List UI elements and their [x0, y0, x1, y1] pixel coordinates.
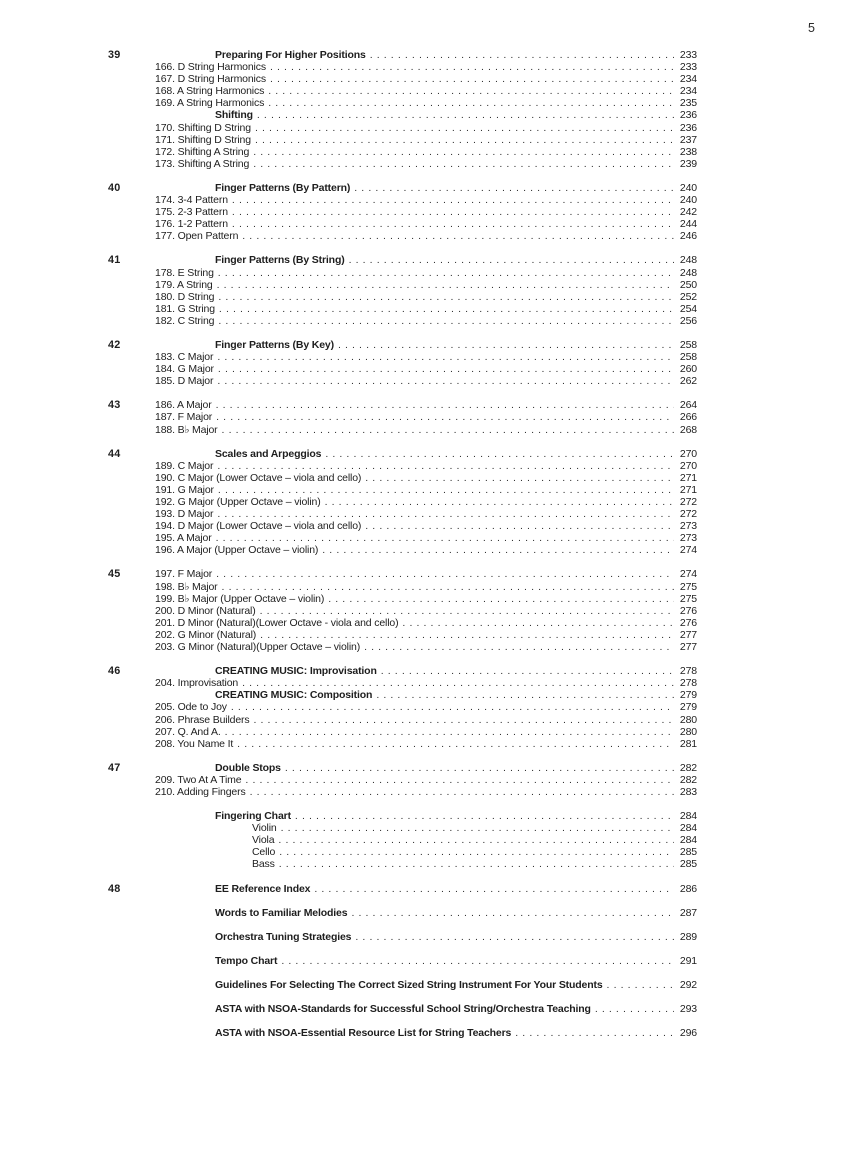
- toc-row: [155, 411, 697, 423]
- toc-row: [155, 907, 697, 919]
- toc-row: [155, 581, 697, 593]
- dot-leader: [260, 605, 674, 617]
- toc-block: [108, 339, 697, 387]
- dot-leader: [242, 677, 674, 689]
- toc-row: [155, 677, 697, 689]
- dot-leader: [216, 568, 674, 580]
- toc-row-label: Double Stops: [215, 761, 281, 774]
- dot-leader: [325, 496, 674, 508]
- dot-leader: [219, 303, 674, 315]
- toc-page-number: 240: [679, 194, 697, 207]
- dot-leader: [322, 544, 674, 556]
- toc-page-number: 238: [679, 145, 697, 158]
- dot-leader: [218, 291, 674, 303]
- toc-row-label: Tempo Chart: [215, 954, 278, 967]
- toc-page-number: 234: [679, 73, 697, 86]
- toc-row: [155, 979, 697, 991]
- section-number: 45: [108, 568, 121, 581]
- toc-row-label: Orchestra Tuning Strategies: [215, 930, 352, 943]
- toc-row: [155, 146, 697, 158]
- toc-row: [155, 665, 697, 677]
- toc-row: [155, 568, 697, 580]
- toc-page-number: 283: [679, 785, 697, 798]
- dot-leader: [232, 218, 674, 230]
- toc-row: [155, 605, 697, 617]
- dot-leader: [381, 665, 674, 677]
- dot-leader: [253, 158, 674, 170]
- toc-row-label: 168. A String Harmonics: [155, 85, 265, 98]
- toc-row: [155, 158, 697, 170]
- toc-row-label: 206. Phrase Builders: [155, 713, 250, 726]
- dot-leader: [216, 411, 674, 423]
- toc-row: [155, 424, 697, 436]
- toc-row-label: Shifting: [215, 109, 253, 122]
- dot-leader: [270, 61, 674, 73]
- dot-leader: [242, 230, 674, 242]
- toc-block: [108, 883, 697, 1040]
- toc-row: [155, 230, 697, 242]
- toc-row-label: 190. C Major (Lower Octave – viola and cello): [155, 471, 362, 484]
- toc-row: [155, 883, 697, 895]
- toc-row-label: 207. Q. And A.: [155, 725, 221, 738]
- toc-row-label: 172. Shifting A String: [155, 145, 250, 158]
- toc-row-label: 197. F Major: [155, 568, 213, 581]
- toc-row-label: Viola: [252, 834, 275, 847]
- section-number: 40: [108, 181, 121, 194]
- toc-row: [155, 85, 697, 97]
- toc-page-number: 293: [679, 1003, 697, 1015]
- toc-row-label: CREATING MUSIC: Composition: [215, 689, 373, 702]
- toc-row-label: 183. C Major: [155, 351, 214, 364]
- toc-row: [155, 279, 697, 291]
- toc-row: [155, 617, 697, 629]
- toc-row: [155, 520, 697, 532]
- toc-row-label: 200. D Minor (Natural): [155, 604, 256, 617]
- toc-page-number: 262: [679, 375, 697, 388]
- dot-leader: [279, 846, 674, 858]
- toc-row-label: 173. Shifting A String: [155, 157, 250, 170]
- dot-leader: [217, 508, 674, 520]
- section-number: 44: [108, 447, 121, 460]
- toc-row: [155, 109, 697, 121]
- dot-leader: [295, 810, 674, 822]
- toc-row: [155, 97, 697, 109]
- toc-page-number: 278: [679, 677, 697, 690]
- toc-row: [155, 303, 697, 315]
- dot-leader: [365, 472, 674, 484]
- toc-row: [155, 701, 697, 713]
- toc-row-label: CREATING MUSIC: Improvisation: [215, 665, 377, 678]
- toc-row-label: 208. You Name It: [155, 737, 234, 750]
- toc-row: [155, 810, 697, 822]
- dot-leader: [255, 134, 674, 146]
- toc-row-label: 176. 1-2 Pattern: [155, 218, 228, 231]
- toc-page-number: 252: [679, 290, 697, 303]
- toc-page-number: 279: [679, 689, 697, 702]
- toc-row: [155, 218, 697, 230]
- toc-row: [155, 774, 697, 786]
- toc-row: [155, 508, 697, 520]
- page-number: 5: [808, 21, 815, 35]
- dot-leader: [281, 955, 674, 967]
- toc-row: [155, 73, 697, 85]
- toc-page-number: 281: [679, 737, 697, 750]
- toc-page-number: 280: [679, 725, 697, 738]
- dot-leader: [279, 858, 674, 870]
- toc-page-number: 271: [679, 471, 697, 484]
- toc-page-number: 266: [679, 411, 697, 424]
- dot-leader: [402, 617, 674, 629]
- section-number: 41: [108, 254, 121, 267]
- dot-leader: [218, 315, 674, 327]
- toc-row-label: 198. B♭ Major: [155, 580, 218, 593]
- toc-row-label: 186. A Major: [155, 399, 212, 412]
- dot-leader: [376, 689, 674, 701]
- dot-leader: [365, 520, 674, 532]
- toc-page-number: 248: [679, 254, 697, 267]
- dot-leader: [607, 979, 674, 991]
- dot-leader: [268, 97, 674, 109]
- toc-page-number: 273: [679, 532, 697, 545]
- toc-page-number: 296: [679, 1027, 697, 1040]
- toc-page-number: 276: [679, 616, 697, 629]
- dot-leader: [370, 49, 674, 61]
- toc-page-number: 286: [679, 882, 697, 895]
- toc-page-number: 246: [679, 230, 697, 243]
- dot-leader: [314, 883, 674, 895]
- toc-row-label: 177. Open Pattern: [155, 230, 239, 243]
- toc-page-number: 275: [679, 592, 697, 605]
- dot-leader: [216, 399, 674, 411]
- toc-row: [155, 267, 697, 279]
- toc-page-number: 237: [679, 133, 697, 146]
- toc-page-number: 268: [679, 423, 697, 436]
- toc-row: [155, 182, 697, 194]
- toc-row-label: Bass: [252, 858, 275, 871]
- toc-row: [155, 532, 697, 544]
- toc-page-number: 260: [679, 363, 697, 376]
- toc-page-number: 233: [679, 49, 697, 61]
- dot-leader: [355, 931, 674, 943]
- dot-leader: [217, 375, 674, 387]
- toc-page-number: 242: [679, 206, 697, 219]
- toc-page-number: 285: [679, 858, 697, 871]
- toc-row: [155, 315, 697, 327]
- toc-row-label: 185. D Major: [155, 375, 214, 388]
- toc-page-number: 282: [679, 773, 697, 786]
- toc-page-number: 274: [679, 568, 697, 581]
- toc-page-number: 264: [679, 399, 697, 412]
- dot-leader: [217, 279, 674, 291]
- toc-row: [155, 931, 697, 943]
- toc-row-label: 182. C String: [155, 314, 215, 327]
- toc-block: [108, 665, 697, 750]
- toc-row-label: 193. D Major: [155, 508, 214, 521]
- section-number: 39: [108, 49, 121, 61]
- toc-row: [155, 460, 697, 472]
- toc-row: [155, 399, 697, 411]
- toc-row-label: 175. 2-3 Pattern: [155, 206, 228, 219]
- toc-row-label: 192. G Major (Upper Octave – violin): [155, 496, 321, 508]
- toc-row: [155, 858, 697, 870]
- toc-row: [155, 472, 697, 484]
- toc-row: [155, 762, 697, 774]
- dot-leader: [222, 581, 674, 593]
- toc-block: [108, 49, 697, 170]
- toc-block: [108, 448, 697, 557]
- toc-row-label: 210. Adding Fingers: [155, 785, 246, 798]
- toc-row-label: Cello: [252, 846, 276, 859]
- toc: [108, 49, 697, 1051]
- toc-row-label: 191. G Major: [155, 483, 214, 496]
- toc-row-label: 189. C Major: [155, 459, 214, 472]
- toc-row-label: 169. A String Harmonics: [155, 97, 265, 110]
- toc-row: [155, 714, 697, 726]
- toc-row: [155, 822, 697, 834]
- toc-row: [155, 134, 697, 146]
- toc-page-number: 256: [679, 314, 697, 327]
- toc-row: [155, 629, 697, 641]
- toc-row-label: 196. A Major (Upper Octave – violin): [155, 544, 319, 557]
- dot-leader: [253, 714, 674, 726]
- toc-row-label: Guidelines For Selecting The Correct Sized String Instrument For Your Students: [215, 978, 603, 991]
- toc-row: [155, 1027, 697, 1039]
- toc-row-label: 184. G Major: [155, 363, 214, 376]
- toc-block: [108, 254, 697, 327]
- dot-leader: [281, 822, 674, 834]
- toc-row: [155, 61, 697, 73]
- toc-row-label: Scales and Arpeggios: [215, 447, 322, 460]
- toc-row: [155, 846, 697, 858]
- dot-leader: [232, 194, 674, 206]
- toc-row-label: Finger Patterns (By Pattern): [215, 181, 351, 194]
- section-number: 43: [108, 399, 121, 412]
- toc-page-number: 272: [679, 508, 697, 521]
- dot-leader: [232, 206, 674, 218]
- toc-row: [155, 448, 697, 460]
- toc-page-number: 248: [679, 266, 697, 279]
- toc-page-number: 278: [679, 665, 697, 678]
- toc-row-label: 167. D String Harmonics: [155, 73, 266, 86]
- dot-leader: [245, 774, 674, 786]
- dot-leader: [225, 726, 674, 738]
- toc-row-label: 179. A String: [155, 278, 213, 291]
- toc-row-label: 181. G String: [155, 302, 215, 315]
- toc-page-number: 284: [679, 834, 697, 847]
- dot-leader: [217, 460, 674, 472]
- toc-row: [155, 351, 697, 363]
- toc-row-label: 178. E String: [155, 266, 214, 279]
- toc-block: [108, 568, 697, 653]
- toc-page-number: 289: [679, 930, 697, 943]
- toc-page-number: 233: [679, 61, 697, 74]
- toc-page-number: 239: [679, 157, 697, 170]
- toc-page-number: 236: [679, 109, 697, 122]
- dot-leader: [354, 182, 674, 194]
- toc-page-number: 274: [679, 544, 697, 557]
- dot-leader: [218, 267, 674, 279]
- toc-block: [108, 810, 697, 870]
- toc-block: [108, 182, 697, 242]
- toc-row: [155, 689, 697, 701]
- dot-leader: [217, 351, 674, 363]
- toc-row: [155, 484, 697, 496]
- toc-page-number: 277: [679, 628, 697, 641]
- toc-row-label: 201. D Minor (Natural)(Lower Octave - viola and cello): [155, 616, 399, 629]
- dot-leader: [325, 448, 674, 460]
- toc-row-label: Finger Patterns (By Key): [215, 338, 334, 351]
- toc-row-label: Fingering Chart: [215, 810, 291, 823]
- toc-page-number: 275: [679, 580, 697, 593]
- toc-page-number: 240: [679, 181, 697, 194]
- toc-row-label: 174. 3-4 Pattern: [155, 194, 228, 207]
- toc-page-number: 280: [679, 713, 697, 726]
- dot-leader: [328, 593, 674, 605]
- section-number: 47: [108, 761, 121, 774]
- toc-row: [155, 726, 697, 738]
- toc-page-number: 284: [679, 810, 697, 823]
- section-number: 42: [108, 338, 121, 351]
- toc-page-number: 270: [679, 459, 697, 472]
- dot-leader: [222, 424, 674, 436]
- dot-leader: [255, 122, 674, 134]
- toc-row-label: 166. D String Harmonics: [155, 61, 266, 74]
- toc-row: [155, 339, 697, 351]
- toc-page-number: 271: [679, 483, 697, 496]
- toc-page-number: 244: [679, 218, 697, 231]
- toc-row-label: ASTA with NSOA-Standards for Successful School String/Orchestra Teaching: [215, 1003, 591, 1015]
- toc-row: [155, 206, 697, 218]
- toc-page-number: 234: [679, 85, 697, 98]
- dot-leader: [285, 762, 674, 774]
- toc-row: [155, 375, 697, 387]
- dot-leader: [268, 85, 674, 97]
- dot-leader: [218, 484, 674, 496]
- dot-leader: [338, 339, 674, 351]
- toc-page-number: 258: [679, 351, 697, 364]
- toc-page-number: 270: [679, 447, 697, 460]
- toc-row-label: 205. Ode to Joy: [155, 701, 227, 714]
- dot-leader: [260, 629, 674, 641]
- toc-page-number: 284: [679, 822, 697, 835]
- toc-row: [155, 786, 697, 798]
- toc-row-label: 195. A Major: [155, 532, 212, 545]
- toc-page-number: 258: [679, 338, 697, 351]
- toc-row-label: 170. Shifting D String: [155, 121, 251, 134]
- toc-row: [155, 641, 697, 653]
- dot-leader: [270, 73, 674, 85]
- dot-leader: [278, 834, 674, 846]
- toc-row-label: ASTA with NSOA-Essential Resource List for String Teachers: [215, 1027, 512, 1040]
- toc-page-number: 276: [679, 604, 697, 617]
- dot-leader: [515, 1027, 674, 1039]
- section-number: 48: [108, 882, 121, 895]
- toc-row: [155, 1003, 697, 1015]
- toc-row-label: Finger Patterns (By String): [215, 254, 345, 267]
- toc-row-label: 180. D String: [155, 290, 215, 303]
- toc-row-label: 209. Two At A Time: [155, 773, 242, 786]
- dot-leader: [231, 701, 674, 713]
- toc-page-number: 273: [679, 520, 697, 533]
- toc-row: [155, 49, 697, 61]
- toc-page-number: 254: [679, 302, 697, 315]
- toc-row: [155, 738, 697, 750]
- toc-page-number: 291: [679, 954, 697, 967]
- dot-leader: [257, 109, 674, 121]
- toc-row-label: Violin: [252, 822, 277, 835]
- dot-leader: [237, 738, 674, 750]
- toc-row-label: 194. D Major (Lower Octave – viola and cello): [155, 520, 362, 533]
- toc-page-number: 277: [679, 641, 697, 654]
- section-number: 46: [108, 665, 121, 678]
- toc-row: [155, 254, 697, 266]
- dot-leader: [351, 907, 674, 919]
- dot-leader: [250, 786, 674, 798]
- toc-row: [155, 194, 697, 206]
- toc-row-label: EE Reference Index: [215, 882, 311, 895]
- dot-leader: [364, 641, 674, 653]
- toc-row: [155, 363, 697, 375]
- toc-row: [155, 122, 697, 134]
- toc-page-number: 282: [679, 761, 697, 774]
- toc-row-label: 187. F Major: [155, 411, 213, 424]
- dot-leader: [595, 1003, 674, 1015]
- toc-block: [108, 762, 697, 798]
- toc-page-number: 287: [679, 906, 697, 919]
- dot-leader: [218, 363, 674, 375]
- toc-row: [155, 544, 697, 556]
- toc-block: [108, 399, 697, 435]
- toc-page-number: 292: [679, 978, 697, 991]
- toc-row-label: 199. B♭ Major (Upper Octave – violin): [155, 592, 325, 605]
- toc-row-label: 188. B♭ Major: [155, 423, 218, 436]
- toc-page-number: 235: [679, 97, 697, 110]
- toc-page-number: 272: [679, 496, 697, 508]
- toc-row: [155, 593, 697, 605]
- toc-row: [155, 955, 697, 967]
- dot-leader: [216, 532, 674, 544]
- toc-row-label: 204. Improvisation: [155, 677, 239, 690]
- toc-row: [155, 496, 697, 508]
- toc-row: [155, 834, 697, 846]
- toc-page-number: 279: [679, 701, 697, 714]
- toc-row: [155, 291, 697, 303]
- toc-page-number: 285: [679, 846, 697, 859]
- toc-row-label: Preparing For Higher Positions: [215, 49, 366, 61]
- dot-leader: [349, 254, 674, 266]
- toc-page-number: 250: [679, 278, 697, 291]
- toc-row-label: 203. G Minor (Natural)(Upper Octave – violin): [155, 641, 361, 654]
- toc-row-label: 202. G Minor (Natural): [155, 628, 257, 641]
- toc-row-label: 171. Shifting D String: [155, 133, 251, 146]
- toc-row-label: Words to Familiar Melodies: [215, 906, 348, 919]
- toc-page-number: 236: [679, 121, 697, 134]
- dot-leader: [253, 146, 674, 158]
